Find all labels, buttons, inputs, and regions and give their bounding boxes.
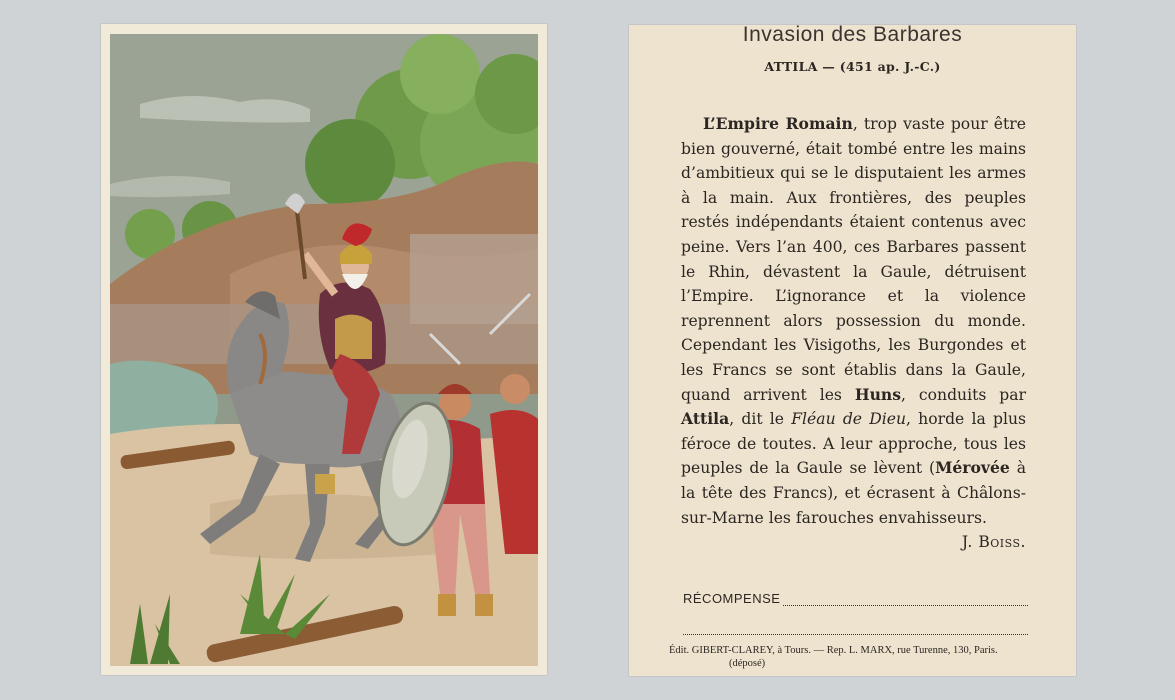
illustrated-card [101,24,547,675]
card-subtitle: ATTILA — (451 ap. J.-C.) [764,59,941,74]
publisher-imprint [669,644,1039,670]
text-huns: Huns [854,384,902,404]
signature: J. Boiss. [961,533,1026,552]
text-empire: L’Empire Romain [703,114,853,133]
reward-line [683,591,1028,606]
text-attila: Attila [681,409,730,429]
text-part1: , trop vaste pour être bien gouverné, était tombé entre les mains d’ambitieux qui se le disputaient les armes à la main. Aux frontières, des peuples restés indépendants étaient contenus avec peine. Vers l’an 400, ces Barbares passent le Rhin, dévastent la Gaule, détruisent l’Empire. L’ignorance et la violence reprennent alors possession du monde. Cependant les Visigoths, les Burgondes et les Francs se sont établis dans la Gaule, quand arrivent les [681,115,1026,404]
attila-illustration [110,34,538,666]
imprint-depose: (déposé) [729,658,766,669]
reward-dots [783,594,1028,606]
text-part3: , dit le [729,410,792,429]
text-part5: à la tête des Francs), et écrasent à Châlons-sur-Marne les farouches envahisseurs. [681,459,1026,527]
card-body-text [681,112,1026,555]
text-merovee: Mérovée [935,458,1010,478]
text-part4: , horde la plus féroce de toutes. A leur approche, tous les peuples de la Gaule se lèvent ( [681,410,1026,478]
text-fleau: Fléau de Dieu [791,410,907,429]
imprint-line: Édit. GIBERT-CLAREY, à Tours. — Rep. L. MARX, rue Turenne, 130, Paris. [669,645,998,656]
text-card [629,25,1076,676]
reward-label: RÉCOMPENSE [683,591,781,606]
card-title: Invasion des Barbares [742,25,963,46]
footer-divider [683,634,1028,635]
text-part2: , conduits par [901,385,1026,404]
